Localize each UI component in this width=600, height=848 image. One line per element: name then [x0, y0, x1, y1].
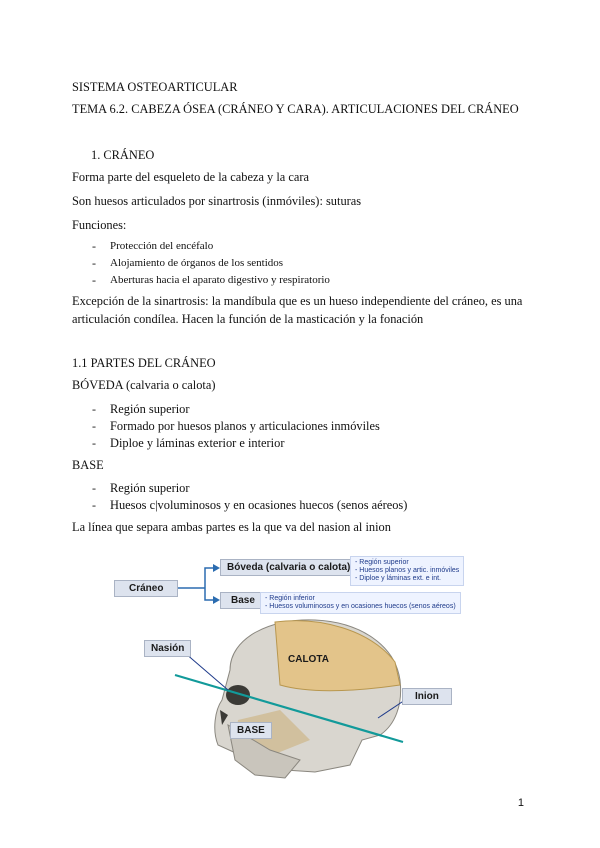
bullet-dash: - — [92, 498, 96, 512]
section-heading-partes: 1.1 PARTES DEL CRÁNEO — [72, 356, 216, 370]
paragraph: articulación condílea. Hacen la función de la masticación y la fonación — [72, 312, 424, 326]
list-item: Región superior — [110, 481, 190, 495]
bullet-dash: - — [92, 256, 96, 270]
label-boveda: Bóveda (calvaria o calota) — [220, 559, 357, 576]
label-nasion: Nasión — [144, 640, 191, 657]
label-base-skull: BASE — [230, 722, 272, 739]
list-item: Aberturas hacia el aparato digestivo y respiratorio — [110, 274, 330, 286]
label-craneo: Cráneo — [114, 580, 178, 597]
boveda-notes: - Región superior - Huesos planos y artic. inmóviles - Diploe y láminas ext. e int. — [350, 556, 464, 586]
paragraph: Son huesos articulados por sinartrosis (inmóviles): suturas — [72, 194, 362, 208]
paragraph: Forma parte del esqueleto de la cabeza y la cara — [72, 170, 310, 184]
section-heading-craneo: 1. CRÁNEO — [91, 148, 155, 162]
list-item: Huesos c|voluminosos y en ocasiones huecos (senos aéreos) — [110, 498, 408, 512]
list-item: Diploe y láminas exterior e interior — [110, 436, 285, 450]
paragraph: La línea que separa ambas partes es la que va del nasion al inion — [72, 520, 391, 534]
paragraph: Funciones: — [72, 218, 127, 232]
list-item: Región superior — [110, 402, 190, 416]
bracket-arrow-bottom — [213, 596, 220, 604]
bullet-dash: - — [92, 419, 96, 433]
label-calota: CALOTA — [288, 654, 329, 665]
list-item: Alojamiento de órganos de los sentidos — [110, 257, 284, 269]
doc-title: SISTEMA OSTEOARTICULAR — [72, 80, 238, 94]
label-inion: Inion — [402, 688, 452, 705]
paragraph: Excepción de la sinartrosis: la mandíbula que es un hueso independiente del cráneo, es una — [72, 294, 523, 308]
doc-subtitle: TEMA 6.2. CABEZA ÓSEA (CRÁNEO Y CARA). ARTICULACIONES DEL CRÁNEO — [72, 102, 519, 116]
subheading-boveda: BÓVEDA (calvaria o calota) — [72, 378, 216, 392]
bullet-dash: - — [92, 402, 96, 416]
list-item: Formado por huesos planos y articulaciones inmóviles — [110, 419, 380, 433]
skull-diagram — [110, 550, 500, 800]
bullet-dash: - — [92, 481, 96, 495]
base-notes: - Región inferior - Huesos voluminosos y en ocasiones huecos (senos aéreos) — [260, 592, 461, 614]
page-number: 1 — [517, 797, 524, 809]
label-base: Base — [220, 592, 266, 609]
bullet-dash: - — [92, 273, 96, 287]
bullet-dash: - — [92, 436, 96, 450]
bracket-arrow-top — [213, 564, 220, 572]
list-item: Protección del encéfalo — [110, 240, 214, 252]
subheading-base: BASE — [72, 458, 104, 472]
bullet-dash: - — [92, 239, 96, 253]
